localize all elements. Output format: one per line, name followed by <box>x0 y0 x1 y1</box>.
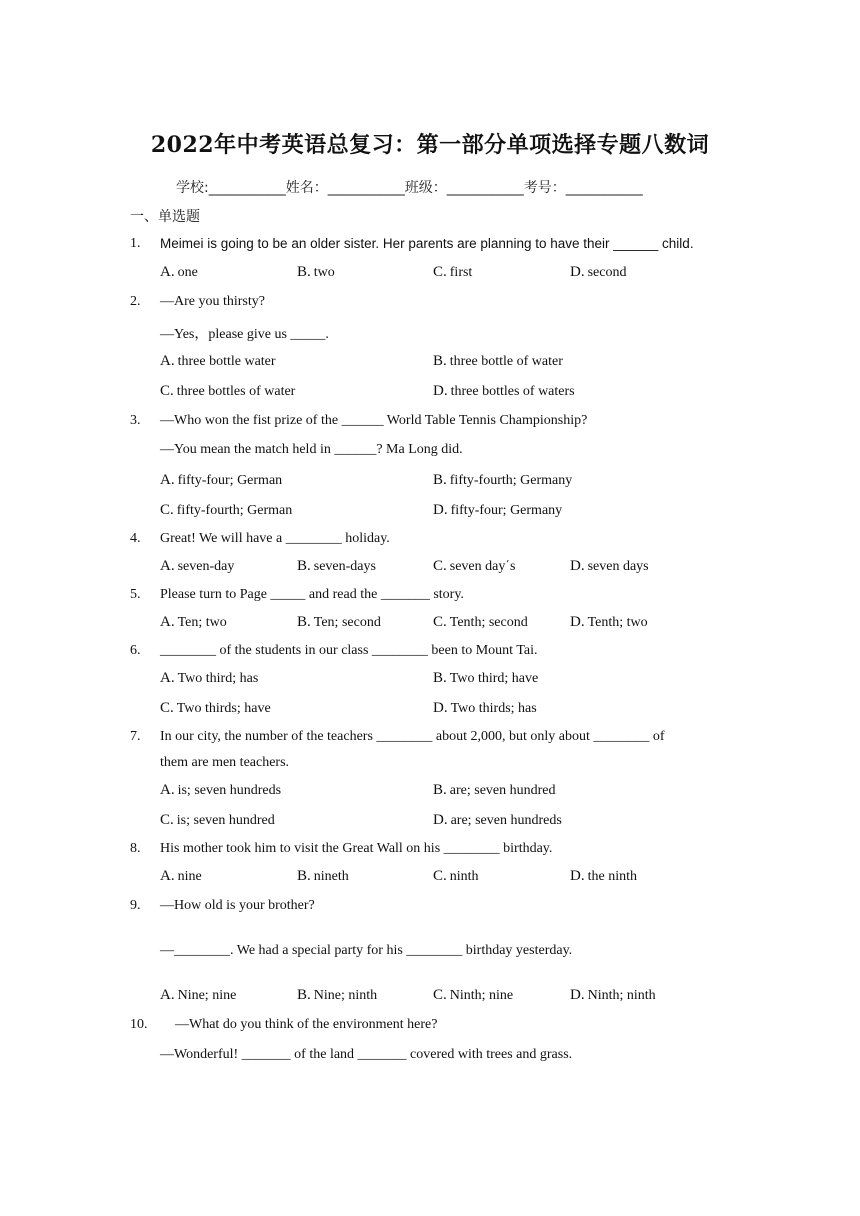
option-letter: C. <box>433 264 447 280</box>
option-text: first <box>449 265 473 280</box>
option-letter: D. <box>570 987 585 1003</box>
option-text: Nine; nine <box>177 988 237 1003</box>
option-text: nine <box>177 869 202 884</box>
option-letter: A. <box>160 987 175 1003</box>
option-a <box>160 558 234 575</box>
option-b <box>433 670 538 687</box>
option-letter: D. <box>570 614 585 630</box>
option-text: three bottles of water <box>176 384 296 399</box>
option-text: Two thirds; has <box>450 701 537 716</box>
option-text: fifty-four; German <box>177 473 283 488</box>
option-a <box>160 868 202 885</box>
option-text: are; seven hundred <box>449 783 556 798</box>
option-text: three bottles of waters <box>450 384 575 399</box>
option-text: three bottle water <box>177 354 276 369</box>
section-heading: 一、单选题 <box>130 209 200 225</box>
option-b <box>297 987 377 1004</box>
option-letter: B. <box>433 353 447 369</box>
page-title: 2022年中考英语总复习：第一部分单项选择专题八数词 <box>150 132 710 158</box>
option-letter: D. <box>570 558 585 574</box>
option-text: are; seven hundreds <box>450 813 562 828</box>
option-d <box>433 383 575 400</box>
option-letter: B. <box>433 472 447 488</box>
option-d <box>570 987 656 1004</box>
option-c <box>433 987 513 1004</box>
question-stem: His mother took him to visit the Great Wall on his ________ birthday. <box>160 841 553 856</box>
option-letter: C. <box>433 614 447 630</box>
option-text: seven days <box>587 559 649 574</box>
question-stem: Great! We will have a ________ holiday. <box>160 531 390 546</box>
student-info-line: 学校:___________姓名：___________班级：___________考号：___________ <box>176 180 643 196</box>
option-letter: B. <box>433 782 447 798</box>
option-b <box>297 558 376 575</box>
option-letter: B. <box>297 558 311 574</box>
option-c <box>433 614 528 631</box>
option-letter: C. <box>160 502 174 518</box>
option-text: ninth <box>449 869 479 884</box>
option-c <box>433 868 479 885</box>
option-text: seven day΄s <box>449 559 516 574</box>
option-letter: B. <box>297 868 311 884</box>
option-text: Ten; two <box>177 615 227 630</box>
option-b <box>433 472 572 489</box>
question-number: 7. <box>130 729 141 744</box>
option-c <box>433 558 515 575</box>
option-letter: C. <box>160 700 174 716</box>
option-letter: A. <box>160 614 175 630</box>
option-letter: C. <box>160 812 174 828</box>
option-letter: D. <box>433 383 448 399</box>
question-number: 8. <box>130 841 141 856</box>
option-text: one <box>177 265 198 280</box>
question-stem: Please turn to Page _____ and read the _______ story. <box>160 587 464 602</box>
option-c <box>160 700 271 717</box>
question-stem: —You mean the match held in ______? Ma Long did. <box>160 442 463 457</box>
option-letter: A. <box>160 558 175 574</box>
option-a <box>160 670 258 687</box>
option-letter: A. <box>160 782 175 798</box>
question-number: 9. <box>130 898 141 913</box>
question-number: 4. <box>130 531 141 546</box>
option-text: Two third; have <box>449 671 539 686</box>
option-text: is; seven hundred <box>176 813 275 828</box>
question-stem: —________. We had a special party for his ________ birthday yesterday. <box>160 943 573 958</box>
option-letter: B. <box>297 987 311 1003</box>
option-letter: B. <box>433 670 447 686</box>
question-number: 6. <box>130 643 141 658</box>
option-a <box>160 353 276 370</box>
question-stem: —Who won the fist prize of the ______ World Table Tennis Championship? <box>160 413 588 428</box>
option-b <box>433 353 563 370</box>
option-text: Two thirds; have <box>176 701 271 716</box>
option-text: fifty-fourth; Germany <box>449 473 573 488</box>
option-letter: A. <box>160 472 175 488</box>
option-text: second <box>587 265 627 280</box>
option-letter: C. <box>433 987 447 1003</box>
option-letter: A. <box>160 264 175 280</box>
option-letter: B. <box>297 614 311 630</box>
option-a <box>160 472 282 489</box>
option-text: the ninth <box>587 869 637 884</box>
question-stem: them are men teachers. <box>160 755 290 770</box>
question-stem: —What do you think of the environment here? <box>175 1017 438 1032</box>
option-a <box>160 987 236 1004</box>
option-text: Ninth; ninth <box>587 988 656 1003</box>
option-text: Tenth; second <box>449 615 528 630</box>
option-a <box>160 264 198 281</box>
option-text: nineth <box>313 869 349 884</box>
option-d <box>570 264 626 281</box>
option-letter: D. <box>433 812 448 828</box>
option-text: two <box>313 265 335 280</box>
option-letter: D. <box>570 264 585 280</box>
option-d <box>433 502 562 519</box>
option-c <box>160 812 275 829</box>
option-c <box>160 383 295 400</box>
option-letter: C. <box>433 558 447 574</box>
question-stem: In our city, the number of the teachers ________ about 2,000, but only about ________ of <box>160 729 665 744</box>
option-d <box>570 868 637 885</box>
option-text: Tenth; two <box>587 615 648 630</box>
option-text: Ten; second <box>313 615 381 630</box>
question-number: 2. <box>130 294 141 309</box>
option-a <box>160 782 281 799</box>
question-stem: —Are you thirsty? <box>160 294 265 309</box>
option-letter: C. <box>160 383 174 399</box>
question-number: 3. <box>130 413 141 428</box>
option-letter: A. <box>160 670 175 686</box>
question-stem: —Yes，please give us _____. <box>160 327 329 342</box>
question-number: 5. <box>130 587 141 602</box>
option-letter: A. <box>160 868 175 884</box>
option-b <box>297 614 381 631</box>
option-text: seven-day <box>177 559 235 574</box>
option-a <box>160 614 227 631</box>
option-letter: A. <box>160 353 175 369</box>
option-d <box>433 812 562 829</box>
option-text: Ninth; nine <box>449 988 514 1003</box>
option-d <box>570 558 649 575</box>
option-text: seven-days <box>313 559 376 574</box>
option-d <box>433 700 537 717</box>
option-d <box>570 614 648 631</box>
option-letter: D. <box>433 502 448 518</box>
option-text: Nine; ninth <box>313 988 378 1003</box>
option-c <box>433 264 472 281</box>
option-letter: D. <box>570 868 585 884</box>
question-number: 10. <box>130 1017 148 1032</box>
option-b <box>433 782 556 799</box>
option-text: Two third; has <box>177 671 259 686</box>
option-letter: D. <box>433 700 448 716</box>
option-b <box>297 868 349 885</box>
option-text: fifty-four; Germany <box>450 503 563 518</box>
option-c <box>160 502 292 519</box>
option-b <box>297 264 335 281</box>
question-number: 1. <box>130 236 141 251</box>
question-stem: —Wonderful! _______ of the land _______ covered with trees and grass. <box>160 1047 573 1062</box>
question-stem: —How old is your brother? <box>160 898 315 913</box>
option-text: three bottle of water <box>449 354 563 369</box>
option-text: is; seven hundreds <box>177 783 282 798</box>
option-text: fifty-fourth; German <box>176 503 293 518</box>
question-stem: ________ of the students in our class ________ been to Mount Tai. <box>160 643 538 658</box>
option-letter: B. <box>297 264 311 280</box>
question-stem: Meimei is going to be an older sister. Her parents are planning to have their ______ child. <box>160 236 694 251</box>
option-letter: C. <box>433 868 447 884</box>
